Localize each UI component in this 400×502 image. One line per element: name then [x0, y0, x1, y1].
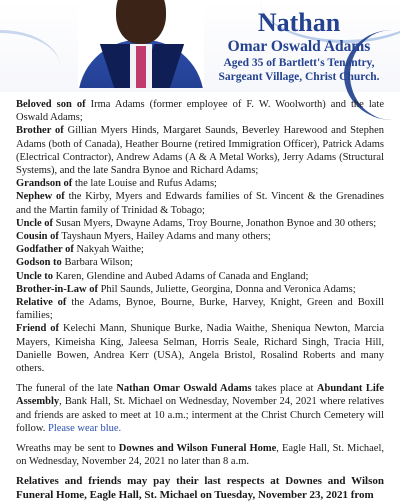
- relation-item: [16, 256, 384, 269]
- relation-label: Uncle of: [16, 217, 54, 229]
- funeral-paragraph: [16, 382, 384, 435]
- relation-text: Kelechi Mann, Shunique Burke, Nadia Waithe, Sheniqua Newton, Marcia Mayers, Kimeisha King, Jaleesa Selman, Horris Seale, Richard Singh, Tracia Hill, Danielle Bowen, Andrea Kerr (USA), Angela Bristol, Rosalind Roberts and many others.: [16, 323, 384, 375]
- relation-item: [16, 270, 384, 283]
- relation-text: the Kirby, Myers and Edwards families of St. Vincent & the Grenadines and the Martin family of Trinidad & Tobago;: [16, 191, 384, 216]
- relation-item: [16, 243, 384, 256]
- obituary-body: [16, 98, 384, 502]
- funeral-name: Nathan Omar Oswald Adams: [116, 383, 252, 395]
- relation-label: Godson to: [16, 257, 62, 269]
- relation-label: Godfather of: [16, 244, 74, 256]
- relation-item: [16, 98, 384, 124]
- funeral-details: , Bank Hall, St. Michael on Wednesday, November 24, 2021 where relatives and friends are asked to meet at 10 a.m.; interment at the Christ Church Cemetery will follow.: [16, 396, 384, 434]
- funeral-takes-place: takes place at: [255, 383, 314, 395]
- relation-label: Uncle to: [16, 270, 54, 282]
- funeral-intro: The funeral of the late: [16, 383, 113, 395]
- relation-item: [16, 283, 384, 296]
- relation-label: Relative of: [16, 297, 67, 309]
- relation-text: Tayshaun Myers, Hailey Adams and many others;: [61, 231, 271, 243]
- location-line: Sargeant Village, Christ Church.: [218, 71, 380, 83]
- portrait-photo: [78, 0, 204, 88]
- funeral-venue: Abundant Life Assembly: [16, 383, 385, 408]
- relation-text: Gillian Myers Hinds, Margaret Saunds, Beverley Harewood and Stephen Adams (both of Canada), Heather Bourne (retired Immigration Officer), Patrick Adams (Electrical Contractor), Andrew Adams (A & A Metal Works), Jerry Adams (Structural Systems), and the late Sandra Bynoe and Richard Adams;: [16, 125, 385, 177]
- wreaths-intro: Wreaths may be sent to: [16, 443, 116, 455]
- relation-text: Barbara Wilson;: [64, 257, 133, 269]
- visitation-paragraph: Relatives and friends may pay their last respects at Downes and Wilson Funeral Home, Eagle Hall, St. Michael on Tuesday, November 23, 2021 from: [16, 475, 384, 501]
- relation-label: Brother of: [16, 125, 64, 137]
- relation-item: [16, 124, 384, 177]
- relation-label: Brother-in-Law of: [16, 283, 98, 295]
- relation-item: [16, 217, 384, 230]
- relation-item: [16, 177, 384, 190]
- photo-tie: [136, 46, 146, 88]
- full-name: Omar Oswald Adams: [227, 38, 371, 55]
- relations-list: [16, 98, 384, 375]
- first-name: Nathan: [257, 8, 341, 37]
- wreaths-home: Downes and Wilson Funeral Home: [118, 443, 277, 455]
- wreaths-paragraph: [16, 442, 384, 468]
- relation-label: Beloved son of: [16, 99, 86, 110]
- name-block: [198, 8, 400, 84]
- relation-item: [16, 190, 384, 216]
- wreaths-details: , Eagle Hall, St. Michael, on Wednesday, November 24, 2021 no later than 8 a.m.: [16, 443, 385, 468]
- age-line: Aged 35 of Bartlett's Tenantry,: [223, 57, 375, 69]
- relation-label: Friend of: [16, 323, 60, 335]
- relation-item: [16, 230, 384, 243]
- relation-label: Cousin of: [16, 231, 59, 243]
- relation-label: Nephew of: [16, 191, 65, 203]
- relation-text: the late Louise and Rufus Adams;: [74, 178, 217, 190]
- relation-item: [16, 296, 384, 322]
- relation-text: Phil Saunds, Juliette, Georgina, Donna and Veronica Adams;: [100, 283, 356, 295]
- relation-text: Karen, Glendine and Aubed Adams of Canada and England;: [55, 270, 309, 282]
- relation-text: Susan Myers, Dwayne Adams, Troy Bourne, Jonathon Bynoe and 30 others;: [55, 217, 377, 229]
- relation-text: the Adams, Bynoe, Bourne, Burke, Harvey, Knight, Green and Boxill families;: [16, 297, 385, 322]
- relation-label: Grandson of: [16, 178, 73, 190]
- relation-item: [16, 322, 384, 375]
- funeral-note: Please wear blue.: [47, 422, 122, 434]
- relation-text: Nakyah Waithe;: [76, 244, 144, 256]
- relation-text: Irma Adams (former employee of F. W. Woolworth) and the late Oswald Adams;: [16, 99, 385, 124]
